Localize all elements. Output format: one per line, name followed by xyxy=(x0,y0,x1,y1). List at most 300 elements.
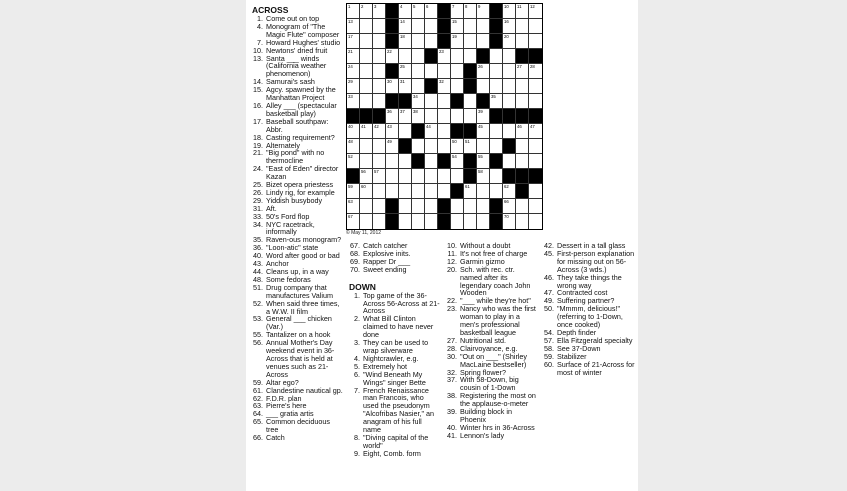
clue-number: 21. xyxy=(253,148,263,158)
grid-cell[interactable] xyxy=(516,4,529,19)
grid-cell[interactable] xyxy=(477,214,490,229)
cell-number: 67 xyxy=(348,214,353,219)
grid-cell[interactable] xyxy=(438,109,451,124)
grid-cell[interactable] xyxy=(347,214,360,229)
clue-text: Top game of the 36-Across 56-Across at 21-Across xyxy=(363,290,440,316)
grid-cell[interactable] xyxy=(412,34,425,49)
grid-cell[interactable] xyxy=(516,64,529,79)
clue-down-20 xyxy=(446,266,538,298)
grid-cell[interactable] xyxy=(464,109,477,124)
grid-cell[interactable] xyxy=(477,19,490,34)
grid-cell[interactable] xyxy=(373,184,386,199)
grid-cell[interactable] xyxy=(412,94,425,109)
grid-cell[interactable] xyxy=(516,34,529,49)
grid-cell[interactable] xyxy=(425,34,438,49)
clue-text: Surface of 21-Across for most of winter xyxy=(557,359,635,377)
grid-cell[interactable] xyxy=(386,49,399,64)
clue-down-37 xyxy=(446,376,538,392)
cell-number: 55 xyxy=(478,154,483,159)
clue-number: 14. xyxy=(253,77,263,87)
grid-cell[interactable] xyxy=(373,34,386,49)
clue-number: 45. xyxy=(544,248,554,258)
grid-cell[interactable] xyxy=(360,139,373,154)
clue-down-3 xyxy=(349,339,441,355)
grid-cell[interactable] xyxy=(399,4,412,19)
cell-number: 3 xyxy=(374,4,377,9)
black-square xyxy=(464,154,477,169)
black-square xyxy=(490,199,503,214)
grid-cell[interactable] xyxy=(399,154,412,169)
clue-number: 17. xyxy=(253,116,263,126)
grid-cell[interactable] xyxy=(464,34,477,49)
grid-cell[interactable] xyxy=(503,79,516,94)
grid-cell[interactable] xyxy=(477,4,490,19)
grid-cell[interactable] xyxy=(412,64,425,79)
grid-cell[interactable] xyxy=(425,94,438,109)
clue-number: 33. xyxy=(253,211,263,221)
clue-text: Contracted cost xyxy=(557,288,608,298)
grid-cell[interactable] xyxy=(399,64,412,79)
grid-cell[interactable] xyxy=(360,64,373,79)
grid-cell[interactable] xyxy=(347,139,360,154)
black-square xyxy=(451,184,464,199)
grid-cell[interactable] xyxy=(451,64,464,79)
grid-cell[interactable] xyxy=(412,19,425,34)
grid-cell[interactable] xyxy=(503,94,516,109)
clue-down-30 xyxy=(446,353,538,369)
cell-number: 44 xyxy=(426,124,431,129)
grid-cell[interactable] xyxy=(360,79,373,94)
grid-cell[interactable] xyxy=(425,139,438,154)
grid-cell[interactable] xyxy=(347,4,360,19)
black-square xyxy=(529,109,542,124)
grid-cell[interactable] xyxy=(386,184,399,199)
clue-text: Winter hrs in 36-Across xyxy=(460,422,535,432)
grid-cell[interactable] xyxy=(464,19,477,34)
grid-cell[interactable] xyxy=(529,199,542,214)
grid-cell[interactable] xyxy=(386,169,399,184)
black-square xyxy=(490,4,503,19)
grid-cell[interactable] xyxy=(490,94,503,109)
grid-cell[interactable] xyxy=(412,184,425,199)
cell-number: 14 xyxy=(400,19,405,24)
grid-cell[interactable] xyxy=(451,109,464,124)
black-square xyxy=(438,154,451,169)
clue-number: 3. xyxy=(354,338,360,348)
grid-cell[interactable] xyxy=(503,49,516,64)
clue-number: 15. xyxy=(253,85,263,95)
grid-cell[interactable] xyxy=(360,49,373,64)
clue-text: Clandestine nautical gp. xyxy=(266,385,343,395)
grid-cell[interactable] xyxy=(425,184,438,199)
grid-cell[interactable] xyxy=(425,19,438,34)
clue-text: Nightcrawler, e.g. xyxy=(363,353,419,363)
clue-text: Lindy rig, for example xyxy=(266,187,335,197)
grid-cell[interactable] xyxy=(529,19,542,34)
grid-cell[interactable] xyxy=(360,4,373,19)
grid-cell[interactable] xyxy=(386,109,399,124)
grid-cell[interactable] xyxy=(529,214,542,229)
grid-cell[interactable] xyxy=(360,154,373,169)
grid-cell[interactable] xyxy=(360,169,373,184)
clue-text: "East of Eden" director Kazan xyxy=(266,164,339,182)
grid-cell[interactable] xyxy=(347,94,360,109)
grid-cell[interactable] xyxy=(477,109,490,124)
grid-cell[interactable] xyxy=(347,49,360,64)
clue-text: "___ while they're hot" xyxy=(460,296,531,306)
grid-cell[interactable] xyxy=(425,199,438,214)
across-header: ACROSS xyxy=(252,5,289,15)
grid-cell[interactable] xyxy=(516,199,529,214)
grid-cell[interactable] xyxy=(373,64,386,79)
grid-cell[interactable] xyxy=(425,214,438,229)
grid-cell[interactable] xyxy=(503,19,516,34)
grid-cell[interactable] xyxy=(412,139,425,154)
clue-number: 39. xyxy=(447,407,457,417)
grid-cell[interactable] xyxy=(425,4,438,19)
grid-cell[interactable] xyxy=(399,109,412,124)
grid-cell[interactable] xyxy=(373,199,386,214)
black-square xyxy=(464,169,477,184)
clue-text: Raven-ous monogram? xyxy=(266,235,342,245)
grid-cell[interactable] xyxy=(503,154,516,169)
clue-number: 7. xyxy=(257,37,263,47)
grid-cell[interactable] xyxy=(477,169,490,184)
cell-number: 57 xyxy=(374,169,379,174)
clue-across-4 xyxy=(252,23,344,39)
grid-cell[interactable] xyxy=(451,79,464,94)
cell-number: 20 xyxy=(504,34,509,39)
grid-cell[interactable] xyxy=(529,79,542,94)
cell-number: 29 xyxy=(348,79,353,84)
grid-cell[interactable] xyxy=(477,64,490,79)
grid-cell[interactable] xyxy=(399,199,412,214)
grid-cell[interactable] xyxy=(386,154,399,169)
black-square xyxy=(386,214,399,229)
clue-number: 8. xyxy=(354,432,360,442)
grid-cell[interactable] xyxy=(503,124,516,139)
grid-cell[interactable] xyxy=(516,124,529,139)
grid-cell[interactable] xyxy=(438,124,451,139)
grid-cell[interactable] xyxy=(529,139,542,154)
clue-number: 44. xyxy=(253,267,263,276)
clue-text: Come out on top xyxy=(266,14,320,23)
grid-cell[interactable] xyxy=(451,169,464,184)
grid-cell[interactable] xyxy=(412,109,425,124)
grid-cell[interactable] xyxy=(477,124,490,139)
grid-cell[interactable] xyxy=(438,79,451,94)
grid-cell[interactable] xyxy=(373,139,386,154)
cell-number: 63 xyxy=(348,199,353,204)
grid-cell[interactable] xyxy=(529,94,542,109)
grid-cell[interactable] xyxy=(490,139,503,154)
clue-across-51 xyxy=(252,284,344,300)
grid-cell[interactable] xyxy=(503,34,516,49)
grid-cell[interactable] xyxy=(503,214,516,229)
grid-cell[interactable] xyxy=(477,154,490,169)
grid-cell[interactable] xyxy=(464,49,477,64)
grid-cell[interactable] xyxy=(464,214,477,229)
grid-cell[interactable] xyxy=(360,184,373,199)
clue-number: 51. xyxy=(253,282,263,292)
grid-cell[interactable] xyxy=(425,64,438,79)
black-square xyxy=(464,64,477,79)
black-square xyxy=(516,184,529,199)
grid-cell[interactable] xyxy=(464,4,477,19)
cell-number: 49 xyxy=(387,139,392,144)
clue-number: 22. xyxy=(447,296,457,306)
grid-cell[interactable] xyxy=(438,184,451,199)
clues-column-3 xyxy=(349,242,441,458)
grid-cell[interactable] xyxy=(425,124,438,139)
grid-cell[interactable] xyxy=(399,214,412,229)
clue-text: It's not free of charge xyxy=(460,248,528,258)
grid-cell[interactable] xyxy=(516,214,529,229)
grid-cell[interactable] xyxy=(412,214,425,229)
crossword-grid xyxy=(346,3,543,230)
grid-cell[interactable] xyxy=(373,169,386,184)
black-square xyxy=(516,169,529,184)
grid-cell[interactable] xyxy=(412,199,425,214)
black-square xyxy=(386,64,399,79)
cell-number: 56 xyxy=(361,169,366,174)
grid-cell[interactable] xyxy=(347,154,360,169)
grid-cell[interactable] xyxy=(399,34,412,49)
grid-cell[interactable] xyxy=(451,34,464,49)
grid-cell[interactable] xyxy=(529,4,542,19)
grid-cell[interactable] xyxy=(503,64,516,79)
grid-cell[interactable] xyxy=(516,19,529,34)
cell-number: 45 xyxy=(478,124,483,129)
grid-cell[interactable] xyxy=(373,19,386,34)
clue-number: 35. xyxy=(253,235,263,245)
grid-cell[interactable] xyxy=(477,199,490,214)
black-square xyxy=(360,109,373,124)
grid-cell[interactable] xyxy=(490,184,503,199)
grid-cell[interactable] xyxy=(425,154,438,169)
grid-cell[interactable] xyxy=(451,154,464,169)
grid-cell[interactable] xyxy=(399,49,412,64)
copyright-notice: © May 11, 2012 xyxy=(346,230,381,236)
grid-cell[interactable] xyxy=(373,49,386,64)
grid-cell[interactable] xyxy=(490,169,503,184)
grid-cell[interactable] xyxy=(373,124,386,139)
grid-cell[interactable] xyxy=(373,94,386,109)
clue-number: 11. xyxy=(447,248,457,258)
grid-cell[interactable] xyxy=(347,79,360,94)
grid-cell[interactable] xyxy=(360,34,373,49)
across-clue-list xyxy=(252,15,344,442)
grid-cell[interactable] xyxy=(516,139,529,154)
black-square xyxy=(477,94,490,109)
grid-cell[interactable] xyxy=(373,4,386,19)
grid-cell[interactable] xyxy=(347,184,360,199)
clue-number: 29. xyxy=(253,195,263,205)
grid-cell[interactable] xyxy=(438,49,451,64)
grid-cell[interactable] xyxy=(451,139,464,154)
grid-cell[interactable] xyxy=(516,94,529,109)
clue-across-16 xyxy=(252,102,344,118)
cell-number: 9 xyxy=(478,4,481,9)
grid-cell[interactable] xyxy=(503,199,516,214)
cell-number: 11 xyxy=(517,4,522,9)
clue-down-41 xyxy=(446,432,538,440)
cell-number: 24 xyxy=(348,64,353,69)
clue-text: Baseball southpaw: Abbr. xyxy=(266,116,329,134)
grid-cell[interactable] xyxy=(516,79,529,94)
grid-cell[interactable] xyxy=(386,79,399,94)
cell-number: 4 xyxy=(400,4,403,9)
cell-number: 69 xyxy=(439,214,444,219)
grid-cell[interactable] xyxy=(464,184,477,199)
grid-cell[interactable] xyxy=(373,154,386,169)
grid-cell[interactable] xyxy=(412,169,425,184)
grid-cell[interactable] xyxy=(464,199,477,214)
cell-number: 70 xyxy=(504,214,509,219)
grid-cell[interactable] xyxy=(438,94,451,109)
black-square xyxy=(464,124,477,139)
clue-down-60 xyxy=(543,361,638,377)
grid-cell[interactable] xyxy=(529,124,542,139)
grid-cell[interactable] xyxy=(516,154,529,169)
clue-text: Annual Mother's Day weekend event in 36-Across that is held at venues such as 21-Across xyxy=(266,338,335,379)
cell-number: 41 xyxy=(361,124,366,129)
clue-text: Common deciduous tree xyxy=(266,417,330,435)
grid-cell[interactable] xyxy=(477,79,490,94)
clue-down-2 xyxy=(349,315,441,339)
grid-cell[interactable] xyxy=(347,199,360,214)
grid-cell[interactable] xyxy=(360,124,373,139)
grid-cell[interactable] xyxy=(477,139,490,154)
clue-number: 19. xyxy=(253,140,263,150)
cell-number: 33 xyxy=(348,94,353,99)
grid-cell[interactable] xyxy=(438,139,451,154)
clue-text: Without a doubt xyxy=(460,241,511,250)
grid-cell[interactable] xyxy=(360,94,373,109)
grid-cell[interactable] xyxy=(347,19,360,34)
grid-cell[interactable] xyxy=(438,169,451,184)
grid-cell[interactable] xyxy=(399,124,412,139)
grid-cell[interactable] xyxy=(464,139,477,154)
clue-text: Pierre's here xyxy=(266,401,307,411)
cell-number: 68 xyxy=(387,214,392,219)
grid-cell[interactable] xyxy=(360,199,373,214)
grid-cell[interactable] xyxy=(425,169,438,184)
grid-cell[interactable] xyxy=(503,4,516,19)
grid-cell[interactable] xyxy=(360,214,373,229)
black-square xyxy=(438,199,451,214)
grid-cell[interactable] xyxy=(412,49,425,64)
black-square xyxy=(451,94,464,109)
clue-number: 55. xyxy=(253,330,263,340)
grid-cell[interactable] xyxy=(399,79,412,94)
grid-cell[interactable] xyxy=(477,34,490,49)
grid-cell[interactable] xyxy=(373,214,386,229)
grid-cell[interactable] xyxy=(451,19,464,34)
grid-cell[interactable] xyxy=(451,4,464,19)
clue-number: 56. xyxy=(253,338,263,348)
black-square xyxy=(503,139,516,154)
clue-text: See 37-Down xyxy=(557,343,601,353)
grid-cell[interactable] xyxy=(451,49,464,64)
grid-cell[interactable] xyxy=(503,184,516,199)
clue-text: Some fedoras xyxy=(266,274,311,284)
grid-cell[interactable] xyxy=(490,64,503,79)
grid-cell[interactable] xyxy=(529,154,542,169)
grid-cell[interactable] xyxy=(451,199,464,214)
cell-number: 65 xyxy=(439,199,444,204)
grid-cell[interactable] xyxy=(490,49,503,64)
grid-cell[interactable] xyxy=(373,79,386,94)
clue-number: 27. xyxy=(447,335,457,345)
grid-cell[interactable] xyxy=(529,184,542,199)
grid-cell[interactable] xyxy=(386,139,399,154)
cell-number: 15 xyxy=(452,19,457,24)
grid-cell[interactable] xyxy=(529,64,542,79)
clue-text: Word after good or bad xyxy=(266,251,340,261)
black-square xyxy=(516,49,529,64)
grid-cell[interactable] xyxy=(412,79,425,94)
clue-down-39 xyxy=(446,408,538,424)
grid-cell[interactable] xyxy=(360,19,373,34)
clue-text: Cleans up, in a way xyxy=(266,267,329,276)
clue-text: Lennon's lady xyxy=(460,430,505,440)
grid-cell[interactable] xyxy=(464,94,477,109)
grid-cell[interactable] xyxy=(347,64,360,79)
grid-cell[interactable] xyxy=(347,34,360,49)
cell-number: 48 xyxy=(348,139,353,144)
cell-number: 58 xyxy=(478,169,483,174)
black-square xyxy=(529,49,542,64)
clue-down-38 xyxy=(446,392,538,408)
clue-number: 53. xyxy=(253,314,263,324)
cell-number: 62 xyxy=(504,184,509,189)
clue-number: 59. xyxy=(253,377,263,387)
grid-cell[interactable] xyxy=(399,169,412,184)
grid-cell[interactable] xyxy=(399,19,412,34)
cell-number: 51 xyxy=(465,139,470,144)
black-square xyxy=(477,49,490,64)
grid-cell[interactable] xyxy=(386,124,399,139)
clue-number: 36. xyxy=(253,243,263,253)
clue-text: Eight, Comb. form xyxy=(363,448,421,458)
grid-cell[interactable] xyxy=(412,4,425,19)
cell-number: 10 xyxy=(504,4,509,9)
cell-number: 37 xyxy=(400,109,405,114)
clue-down-8 xyxy=(349,434,441,450)
grid-cell[interactable] xyxy=(477,184,490,199)
grid-cell[interactable] xyxy=(399,184,412,199)
clue-text: Nutritional std. xyxy=(460,335,506,345)
grid-cell[interactable] xyxy=(490,79,503,94)
cell-number: 27 xyxy=(517,64,522,69)
grid-cell[interactable] xyxy=(451,214,464,229)
clues-column-5 xyxy=(543,242,638,376)
grid-cell[interactable] xyxy=(347,124,360,139)
cell-number: 7 xyxy=(452,4,455,9)
grid-cell[interactable] xyxy=(425,109,438,124)
cell-number: 47 xyxy=(530,124,535,129)
clue-text: Nancy who was the first woman to play in a men's professional basketball league xyxy=(460,304,536,337)
grid-cell[interactable] xyxy=(529,34,542,49)
clue-number: 24. xyxy=(253,164,263,174)
clue-across-65 xyxy=(252,418,344,434)
clue-text: They can be used to wrap silverware xyxy=(363,338,429,355)
cell-number: 12 xyxy=(530,4,535,9)
grid-cell[interactable] xyxy=(490,124,503,139)
grid-cell[interactable] xyxy=(438,64,451,79)
black-square xyxy=(529,169,542,184)
